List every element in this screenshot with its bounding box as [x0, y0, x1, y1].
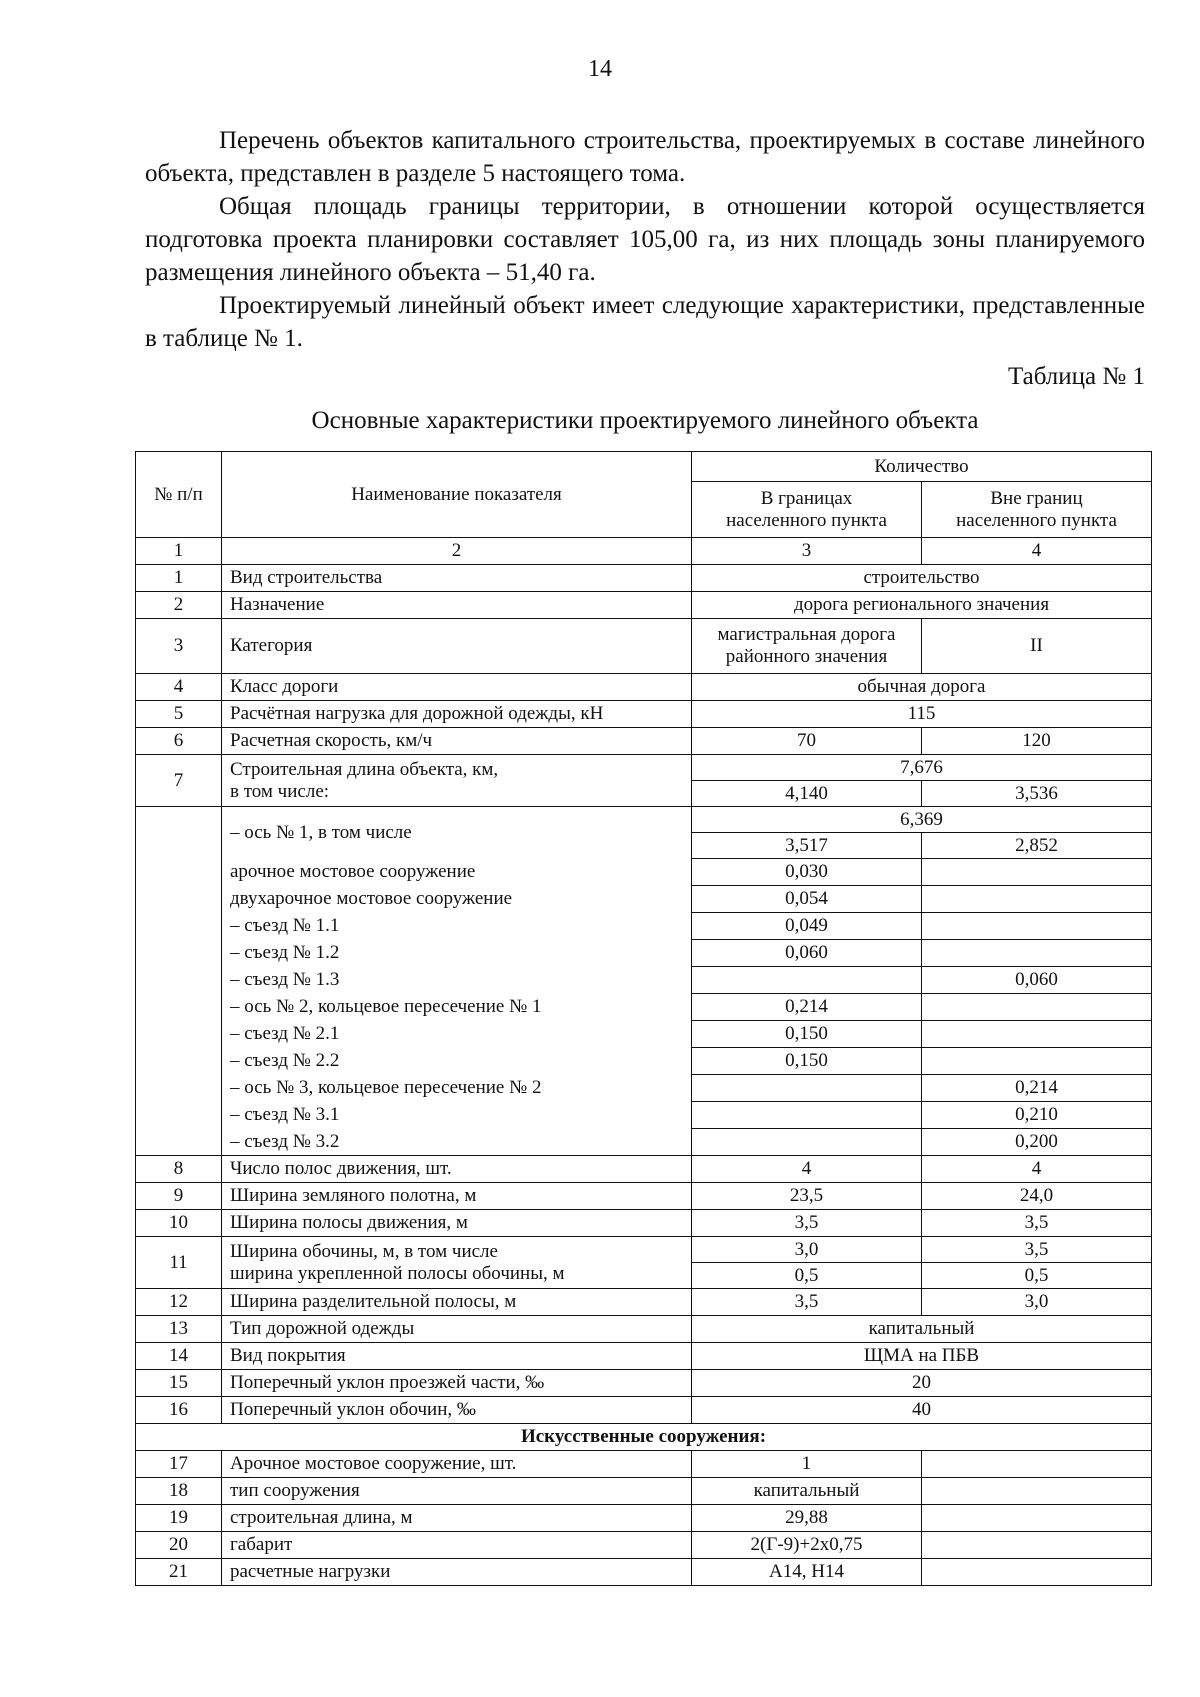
row-outside: [922, 1505, 1152, 1532]
table-row: [136, 1397, 1152, 1424]
paragraph-1: Перечень объектов капитального строительства, проектируемых в составе линейного объекта, представлен в разделе 5 настоящего тома.: [145, 127, 1145, 187]
table-row: [136, 674, 1152, 701]
row-name: – ось № 2, кольцевое пересечение № 1: [222, 994, 692, 1021]
row-within: 2(Г-9)+2x0,75: [692, 1532, 922, 1559]
row-outside: [922, 1048, 1152, 1075]
row-outside: 3,0: [922, 1289, 1152, 1316]
row-name: – съезд № 1.3: [222, 967, 692, 994]
row-name: Поперечный уклон проезжей части, ‰: [222, 1370, 692, 1397]
row-outside: 120: [922, 728, 1152, 755]
table-row: [136, 1478, 1152, 1505]
row-outside: 0,5: [922, 1263, 1152, 1289]
row-name: Арочное мостовое сооружение, шт.: [222, 1451, 692, 1478]
row-total: 6,369: [692, 807, 1152, 833]
row-name: Ширина земляного полотна, м: [222, 1183, 692, 1210]
section-row: [136, 1424, 1152, 1451]
table-row: [136, 1316, 1152, 1343]
row-num: 9: [136, 1183, 222, 1210]
row-name: Категория: [222, 619, 692, 674]
col-number-2: 2: [222, 538, 692, 565]
row-outside: 4: [922, 1156, 1152, 1183]
row-name: Вид покрытия: [222, 1343, 692, 1370]
row-num: 7: [136, 755, 222, 807]
row-outside: [922, 886, 1152, 913]
row-value: 115: [692, 701, 1152, 728]
table-row: [136, 701, 1152, 728]
row-name: [222, 1237, 692, 1289]
row-name: – съезд № 2.1: [222, 1021, 692, 1048]
row-name-line2: ширина укрепленной полосы обочины, м: [230, 1262, 565, 1284]
header-name: Наименование показателя: [222, 452, 692, 538]
row-num: 6: [136, 728, 222, 755]
row-name: Поперечный уклон обочин, ‰: [222, 1397, 692, 1424]
row-num: 15: [136, 1370, 222, 1397]
row-name: Вид строительства: [222, 565, 692, 592]
table-row: [136, 1210, 1152, 1237]
table-row: [136, 1183, 1152, 1210]
row-within: 29,88: [692, 1505, 922, 1532]
list-item: [136, 1048, 1152, 1075]
table-row: [136, 1532, 1152, 1559]
row-outside: 3,5: [922, 1237, 1152, 1263]
row-within: 4: [692, 1156, 922, 1183]
row-outside: 3,536: [922, 781, 1152, 807]
header-row: [136, 452, 1152, 482]
table-row: [136, 1505, 1152, 1532]
table-row: [136, 728, 1152, 755]
row-outside: 0,214: [922, 1075, 1152, 1102]
row-value: 20: [692, 1370, 1152, 1397]
row-within: 23,5: [692, 1183, 922, 1210]
row-outside: 3,5: [922, 1210, 1152, 1237]
row-within-line2: районного значения: [725, 646, 888, 667]
col-number-1: 1: [136, 538, 222, 565]
table-row: [136, 1451, 1152, 1478]
row-name: – ось № 3, кольцевое пересечение № 2: [222, 1075, 692, 1102]
table-row: [136, 565, 1152, 592]
row-value: строительство: [692, 565, 1152, 592]
header-quantity: Количество: [692, 452, 1152, 482]
row-within: 0,060: [692, 940, 922, 967]
row-name: Расчетная скорость, км/ч: [222, 728, 692, 755]
row-num: 8: [136, 1156, 222, 1183]
table-row: [136, 1559, 1152, 1586]
row-num: 20: [136, 1532, 222, 1559]
list-item: [136, 1129, 1152, 1156]
row-name: Число полос движения, шт.: [222, 1156, 692, 1183]
row-outside: 0,200: [922, 1129, 1152, 1156]
list-item: [136, 859, 1152, 886]
table-row: [136, 592, 1152, 619]
row-within: 70: [692, 728, 922, 755]
row-within: А14, Н14: [692, 1559, 922, 1586]
list-item: [136, 940, 1152, 967]
table-row: [136, 755, 1152, 781]
row-within: 0,214: [692, 994, 922, 1021]
row-outside: [922, 994, 1152, 1021]
list-item: [136, 967, 1152, 994]
row-name: [222, 755, 692, 807]
row-within: капитальный: [692, 1478, 922, 1505]
row-outside: [922, 1559, 1152, 1586]
row-outside: [922, 1021, 1152, 1048]
row-name: габарит: [222, 1532, 692, 1559]
header-num: № п/п: [136, 452, 222, 538]
row-within: 0,150: [692, 1021, 922, 1048]
row-outside: II: [922, 619, 1152, 674]
row-within: 3,517: [692, 833, 922, 859]
list-item: [136, 1075, 1152, 1102]
row-outside: [922, 1478, 1152, 1505]
header-within-line1: В границах: [760, 487, 853, 509]
list-item: [136, 1021, 1152, 1048]
table-row: [136, 1289, 1152, 1316]
row-outside: [922, 859, 1152, 886]
row-outside: [922, 940, 1152, 967]
row-value: капитальный: [692, 1316, 1152, 1343]
row-within: [692, 619, 922, 674]
row-num: 14: [136, 1343, 222, 1370]
row-num: 19: [136, 1505, 222, 1532]
row-num: 12: [136, 1289, 222, 1316]
table-row: [136, 1156, 1152, 1183]
col-number-4: 4: [922, 538, 1152, 565]
row-value: обычная дорога: [692, 674, 1152, 701]
table-row: [136, 1237, 1152, 1263]
header-outside-line1: Вне границ: [990, 487, 1083, 509]
row-within: 0,054: [692, 886, 922, 913]
list-item: [136, 913, 1152, 940]
row-name: Ширина полосы движения, м: [222, 1210, 692, 1237]
row-num: 17: [136, 1451, 222, 1478]
row-name: арочное мостовое сооружение: [222, 859, 692, 886]
page-number: 14: [588, 56, 612, 82]
header-within-line2: населенного пункта: [726, 509, 887, 531]
row-within: 4,140: [692, 781, 922, 807]
row-name: – съезд № 2.2: [222, 1048, 692, 1075]
table-row: [136, 807, 1152, 833]
row-within: [692, 1102, 922, 1129]
row-within: 3,0: [692, 1237, 922, 1263]
row-within: [692, 967, 922, 994]
row-name: – съезд № 3.2: [222, 1129, 692, 1156]
row-outside: [922, 1532, 1152, 1559]
row-outside: [922, 1451, 1152, 1478]
table-title: Основные характеристики проектируемого линейного объекта: [311, 407, 979, 434]
row-outside: 2,852: [922, 833, 1152, 859]
row-num: 11: [136, 1237, 222, 1289]
row-num: 13: [136, 1316, 222, 1343]
list-item: [136, 994, 1152, 1021]
row-within: 0,5: [692, 1263, 922, 1289]
column-number-row: [136, 538, 1152, 565]
row-within: 0,150: [692, 1048, 922, 1075]
row-name: Расчётная нагрузка для дорожной одежды, кН: [222, 701, 692, 728]
row-value: 40: [692, 1397, 1152, 1424]
row-outside: [922, 913, 1152, 940]
row-value: дорога регионального значения: [692, 592, 1152, 619]
row-name: Класс дороги: [222, 674, 692, 701]
row-within: 3,5: [692, 1210, 922, 1237]
row-name-line1: Ширина обочины, м, в том числе: [230, 1240, 498, 1262]
row-name: Ширина разделительной полосы, м: [222, 1289, 692, 1316]
row-total: 7,676: [692, 755, 1152, 781]
row-within: 3,5: [692, 1289, 922, 1316]
table-row: [136, 619, 1152, 674]
paragraph-2: Общая площадь границы территории, в отношении которой осуществляется подготовка проекта планировки составляет 105,00 га, из них площадь зоны планируемого размещения линейного объекта – 51,40 га.: [145, 193, 1145, 286]
section-heading: Искусственные сооружения:: [136, 1424, 1152, 1451]
row-name: Назначение: [222, 592, 692, 619]
row-name: двухарочное мостовое сооружение: [222, 886, 692, 913]
row-name: – ось № 1, в том числе: [222, 807, 692, 859]
row-outside: 24,0: [922, 1183, 1152, 1210]
row-value: ЩМА на ПБВ: [692, 1343, 1152, 1370]
row-name: строительная длина, м: [222, 1505, 692, 1532]
row-name: – съезд № 3.1: [222, 1102, 692, 1129]
row-within: 1: [692, 1451, 922, 1478]
row-name-line1: Строительная длина объекта, км,: [230, 758, 499, 780]
group-num-empty: [136, 807, 222, 1156]
row-num: 4: [136, 674, 222, 701]
characteristics-table: [135, 451, 1152, 1586]
row-outside: 0,060: [922, 967, 1152, 994]
row-within: 0,030: [692, 859, 922, 886]
list-item: [136, 886, 1152, 913]
row-num: 2: [136, 592, 222, 619]
header-outside-line2: населенного пункта: [956, 509, 1117, 531]
row-outside: 0,210: [922, 1102, 1152, 1129]
row-name: расчетные нагрузки: [222, 1559, 692, 1586]
row-name: – съезд № 1.1: [222, 913, 692, 940]
row-num: 18: [136, 1478, 222, 1505]
row-name: Тип дорожной одежды: [222, 1316, 692, 1343]
table-row: [136, 1343, 1152, 1370]
row-num: 16: [136, 1397, 222, 1424]
row-num: 10: [136, 1210, 222, 1237]
row-within-line1: магистральная дорога: [717, 624, 896, 645]
row-num: 3: [136, 619, 222, 674]
row-num: 5: [136, 701, 222, 728]
row-name: тип сооружения: [222, 1478, 692, 1505]
table-row: [136, 1370, 1152, 1397]
row-within: 0,049: [692, 913, 922, 940]
row-num: 1: [136, 565, 222, 592]
list-item: [136, 1102, 1152, 1129]
row-name: – съезд № 1.2: [222, 940, 692, 967]
row-within: [692, 1129, 922, 1156]
row-within: [692, 1075, 922, 1102]
body-text: [145, 124, 1145, 355]
header-within: [692, 482, 922, 538]
table-label: Таблица № 1: [1007, 363, 1145, 390]
header-outside: [922, 482, 1152, 538]
row-num: 21: [136, 1559, 222, 1586]
col-number-3: 3: [692, 538, 922, 565]
paragraph-3: Проектируемый линейный объект имеет следующие характеристики, представленные в таблице № 1.: [145, 292, 1145, 352]
row-name-line2: в том числе:: [230, 780, 330, 802]
